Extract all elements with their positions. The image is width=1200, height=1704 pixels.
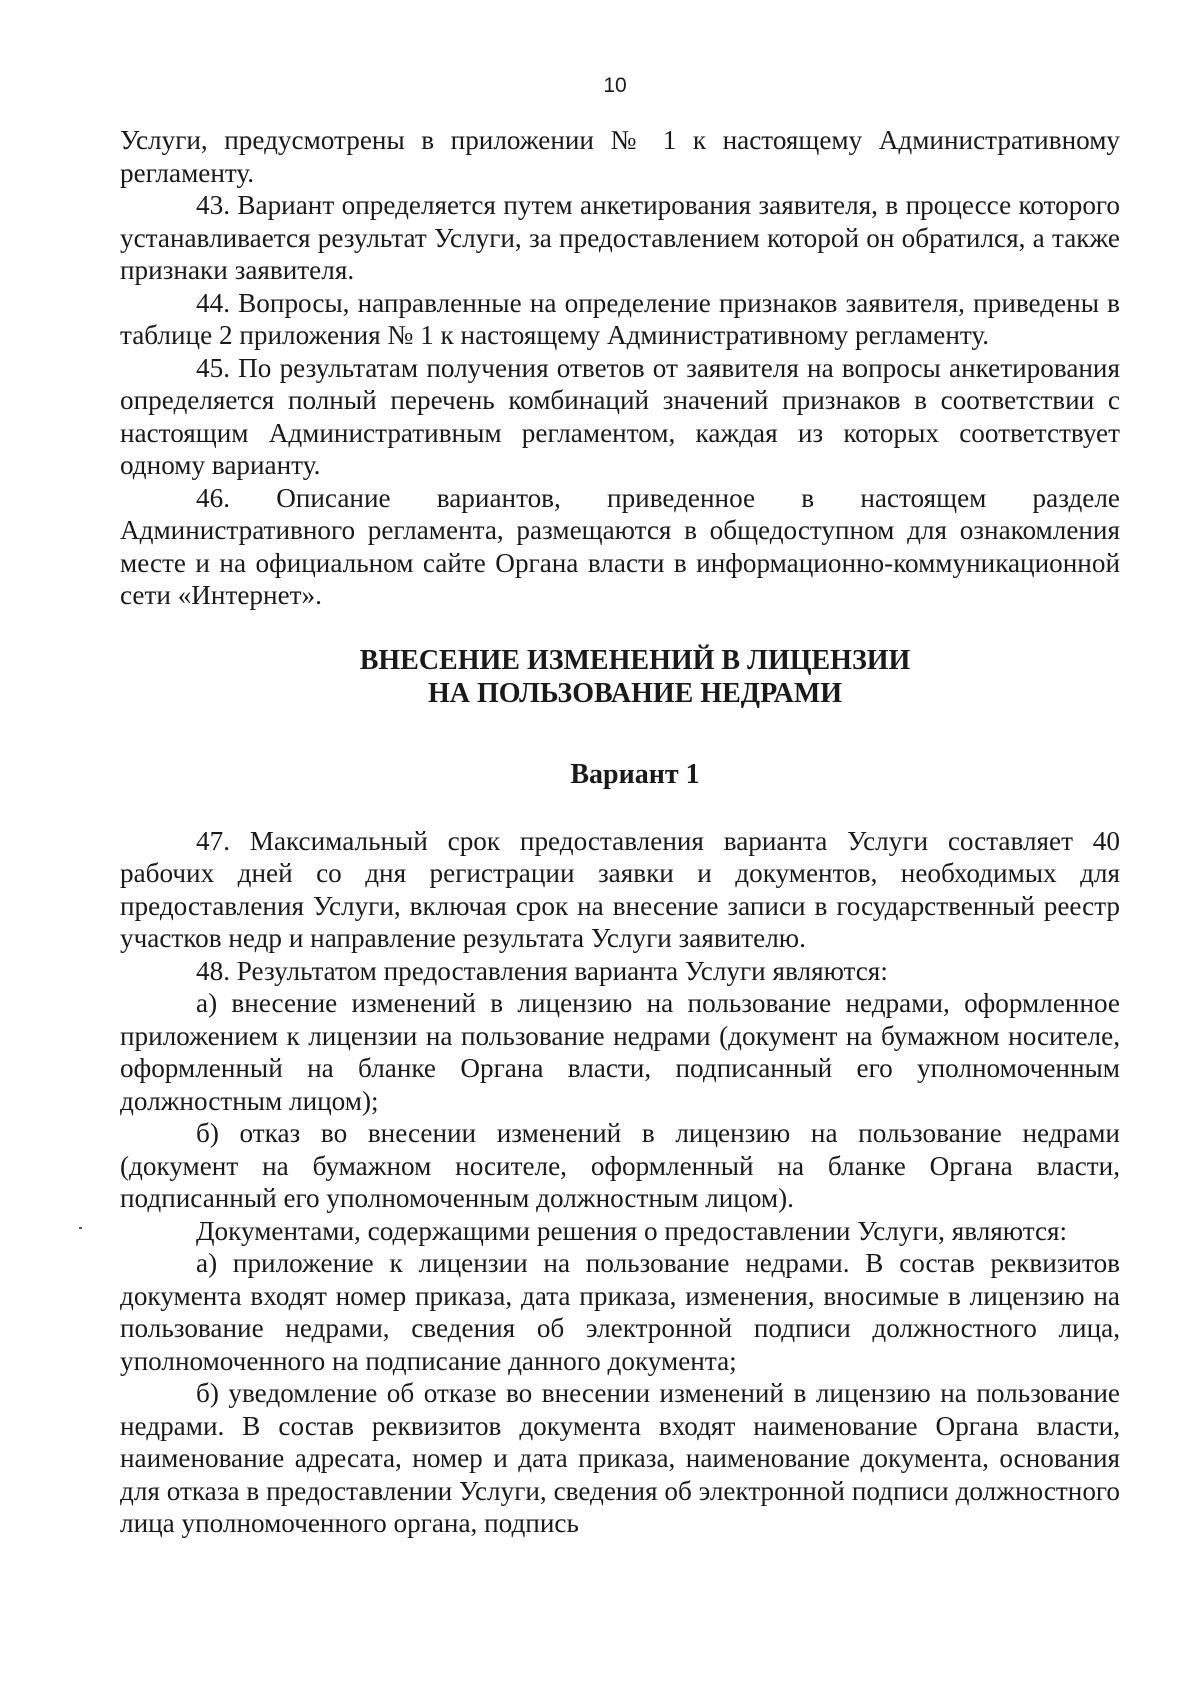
document-body [120,124,1120,1540]
section-heading-line-2: НА ПОЛЬЗОВАНИЕ НЕДРАМИ [427,677,843,709]
paragraph-decision-a: а) приложение к лицензии на пользование недрами. В состав реквизитов документа входят номер приказа, дата приказа, изменения, вносимые в лицензию на пользование недрами, сведения об электронной подписи должностного лица, уполномоченного на подписание данного документа; [120,1248,1120,1376]
scan-speck [79,1227,82,1229]
section-heading-line-1: ВНЕСЕНИЕ ИЗМЕНЕНИЙ В ЛИЦЕНЗИИ [359,644,911,676]
paragraph-46: 46. Описание вариантов, приведенное в настоящем разделе Административного регламента, размещаются в общедоступном для ознакомления месте и на официальном сайте Органа власти в информационно-коммуникационной сети «Интернет». [120,482,1120,610]
section-heading [120,644,1120,710]
page-number: 10 [603,74,627,97]
paragraph-decision-documents: Документами, содержащими решения о предоставлении Услуги, являются: [196,1215,1068,1246]
paragraph-decision-b: б) уведомление об отказе во внесении изменений в лицензию на пользование недрами. В состав реквизитов документа входят наименование Органа власти, наименование адресата, номер и дата приказа, наименование документа, основания для отказа в предоставлении Услуги, сведения об электронной подписи должностного лица уполномоченного органа, подпись [120,1378,1120,1538]
paragraph-45: 45. По результатам получения ответов от заявителя на вопросы анкетирования определяется полный перечень комбинаций значений признаков в соответствии с настоящим Административным регламентом, каждая из которых соответствует одному варианту. [120,352,1120,480]
paragraph-47: 47. Максимальный срок предоставления варианта Услуги составляет 40 рабочих дней со дня регистрации заявки и документов, необходимых для предоставления Услуги, включая срок на внесение записи в государственный реестр участков недр и направление результата Услуги заявителю. [120,825,1120,953]
paragraph-44: 44. Вопросы, направленные на определение признаков заявителя, приведены в таблице 2 приложения № 1 к настоящему Административному регламенту. [120,287,1120,350]
paragraph-continuation: Услуги, предусмотрены в приложении № 1 к настоящему Административному регламенту. [120,125,1120,188]
paragraph-43: 43. Вариант определяется путем анкетирования заявителя, в процессе которого устанавливается результат Услуги, за предоставлением которой он обратился, а также признаки заявителя. [120,190,1120,285]
paragraph-48-a: а) внесение изменений в лицензию на пользование недрами, оформленное приложением к лицензии на пользование недрами (документ на бумажном носителе, оформленный на бланке Органа власти, подписанный его уполномоченным должностным лицом); [120,988,1120,1116]
variant-heading: Вариант 1 [570,758,700,790]
paragraph-48: 48. Результатом предоставления варианта Услуги являются: [196,955,888,986]
paragraph-48-b: б) отказ во внесении изменений в лицензию на пользование недрами (документ на бумажном носителе, оформленный на бланке Органа власти, подписанный его уполномоченным должностным лицом). [120,1118,1120,1213]
